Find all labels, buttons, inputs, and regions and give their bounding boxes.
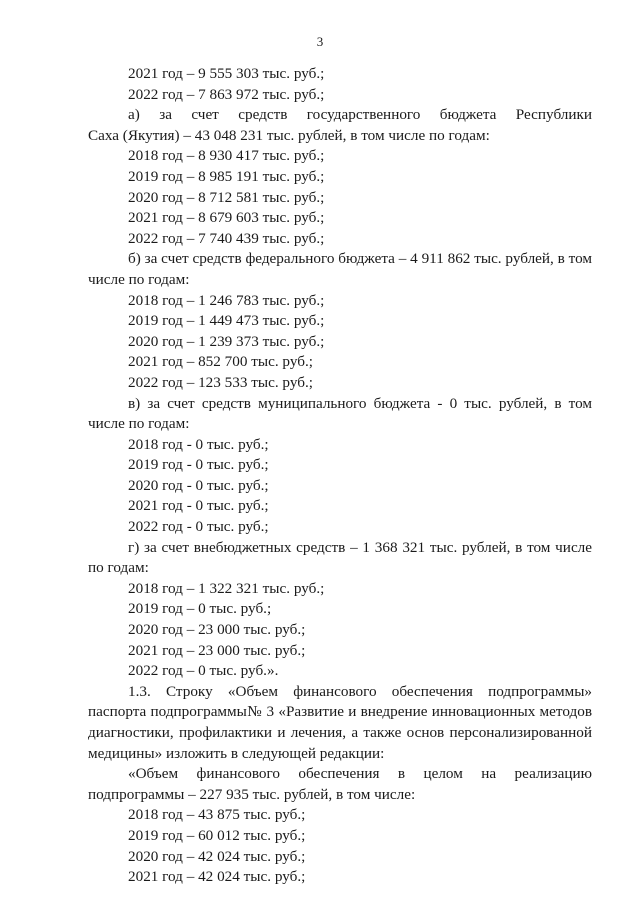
text-line: 2021 год – 42 024 тыс. руб.; — [128, 868, 306, 886]
text-line: б) за счет средств федерального бюджета – 4 911 862 тыс. рублей, в том — [128, 250, 592, 268]
text-line: 2018 год – 1 246 783 тыс. руб.; — [128, 291, 325, 309]
text-line: подпрограммы – 227 935 тыс. рублей, в том числе: — [88, 785, 416, 803]
text-line: 2022 год – 7 740 439 тыс. руб.; — [128, 229, 325, 247]
text-line: 1.3. Строку «Объем финансового обеспечения подпрограммы» — [128, 682, 592, 700]
text-line: 2020 год – 23 000 тыс. руб.; — [128, 621, 306, 639]
text-line: Саха (Якутия) – 43 048 231 тыс. рублей, в том числе по годам: — [88, 126, 490, 144]
text-line: 2021 год – 852 700 тыс. руб.; — [128, 353, 313, 371]
text-line: 2021 год - 0 тыс. руб.; — [128, 497, 269, 515]
text-line: диагностики, профилактики и лечения, а также основ персонализированной — [88, 724, 592, 741]
text-line: в) за счет средств муниципального бюджета - 0 тыс. рублей, в том — [128, 394, 592, 412]
text-line: «Объем финансового обеспечения в целом на реализацию — [128, 765, 592, 783]
text-line: 2018 год - 0 тыс. руб.; — [128, 435, 269, 453]
text-line: 2020 год – 8 712 581 тыс. руб.; — [128, 188, 325, 206]
text-line: 2019 год – 8 985 191 тыс. руб.; — [128, 167, 325, 185]
text-line: 2020 год - 0 тыс. руб.; — [128, 476, 269, 494]
text-line: числе по годам: — [88, 415, 190, 433]
text-line: 2019 год - 0 тыс. руб.; — [128, 456, 269, 474]
text-line: 2020 год – 42 024 тыс. руб.; — [128, 847, 306, 865]
text-line: 2019 год – 60 012 тыс. руб.; — [128, 826, 306, 844]
text-line: г) за счет внебюджетных средств – 1 368 321 тыс. рублей, в том числе — [128, 538, 592, 556]
text-line: 2022 год – 0 тыс. руб.». — [128, 662, 279, 680]
text-line: а) за счет средств государственного бюджета Республики — [128, 106, 592, 124]
text-line: 2018 год – 8 930 417 тыс. руб.; — [128, 147, 325, 165]
text-line: 2022 год – 123 533 тыс. руб.; — [128, 373, 313, 391]
text-line: 2022 год - 0 тыс. руб.; — [128, 518, 269, 536]
text-line: 2018 год – 1 322 321 тыс. руб.; — [128, 579, 325, 597]
text-line: 2019 год – 1 449 473 тыс. руб.; — [128, 312, 325, 330]
page-number: 3 — [316, 34, 324, 49]
text-line: паспорта подпрограммы№ 3 «Развитие и внедрение инновационных методов — [88, 703, 592, 721]
text-line: 2021 год – 8 679 603 тыс. руб.; — [128, 209, 325, 227]
text-line: 2020 год – 1 239 373 тыс. руб.; — [128, 332, 325, 350]
text-line: по годам: — [88, 559, 149, 577]
text-line: 2019 год – 0 тыс. руб.; — [128, 600, 272, 618]
text-line: 2018 год – 43 875 тыс. руб.; — [128, 806, 306, 824]
text-line: 2022 год – 7 863 972 тыс. руб.; — [128, 85, 325, 103]
text-line: медицины» изложить в следующей редакции: — [88, 744, 385, 762]
text-line: 2021 год – 9 555 303 тыс. руб.; — [128, 65, 325, 82]
text-line: 2021 год – 23 000 тыс. руб.; — [128, 641, 306, 659]
text-line: числе по годам: — [88, 270, 190, 288]
document-body — [88, 64, 592, 888]
